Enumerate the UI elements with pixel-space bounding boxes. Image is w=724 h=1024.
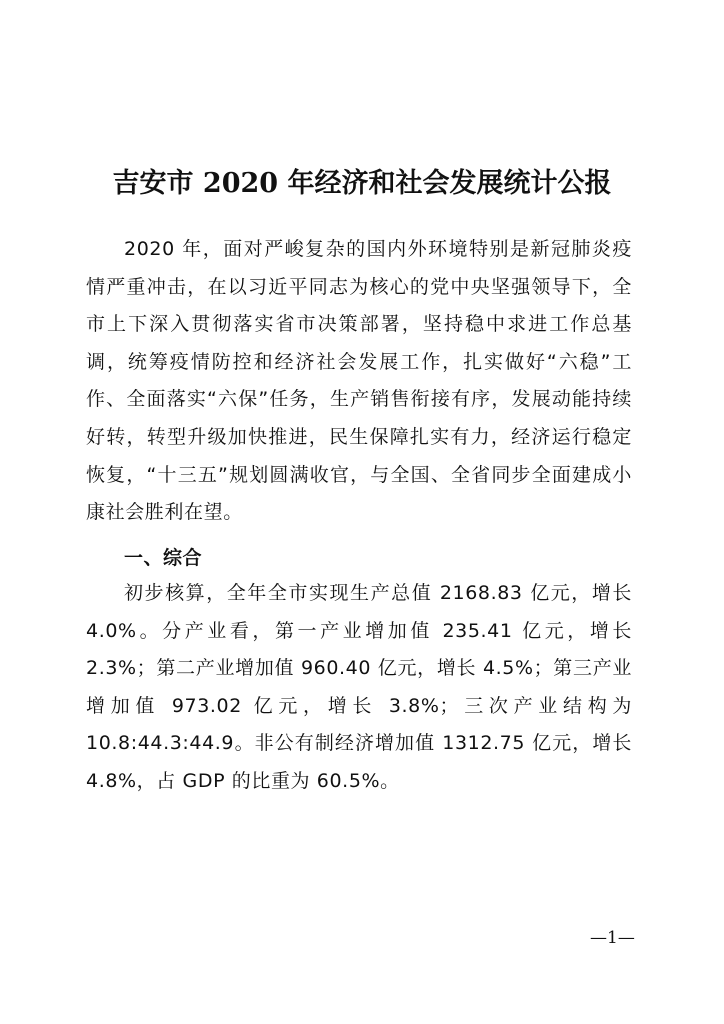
overview-section xyxy=(86,575,632,801)
document-title: 吉安市 2020 年经济和社会发展统计公报 xyxy=(112,168,612,199)
intro-paragraph: 2020 年，面对严峻复杂的国内外环境特别是新冠肺炎疫情严重冲击，在以习近平同志为核心的党中央坚强领导下，全市上下深入贯彻落实省市决策部署，坚持稳中求进工作总基调，统筹疫情防控和经济社会发展工作，扎实做好“六稳”工作、全面落实“六保”任务，生产销售衔接有序，发展动能持续好转，转型升级加快推进，民生保障扎实有力，经济运行稳定恢复，“十三五”规划圆满收官，与全国、全省同步全面建成小康社会胜利在望。 xyxy=(86,238,632,524)
page-number: —1— xyxy=(590,928,635,948)
overview-paragraph: 初步核算，全年全市实现生产总值 2168.83 亿元，增长 4.0%。分产业看，第一产业增加值 235.41 亿元，增长 2.3%；第二产业增加值 960.40 亿元，增长 4.5%；第三产业增加值 973.02 亿元，增长 3.8%；三次产业结构为 10.8:44.3:44.9。非公有制经济增加值 1312.75 亿元，增长 4.8%，占 GDP 的比重为 60.5%。 xyxy=(86,582,632,792)
section-heading-overview: 一、综合 xyxy=(124,547,203,569)
intro-section xyxy=(86,231,632,532)
